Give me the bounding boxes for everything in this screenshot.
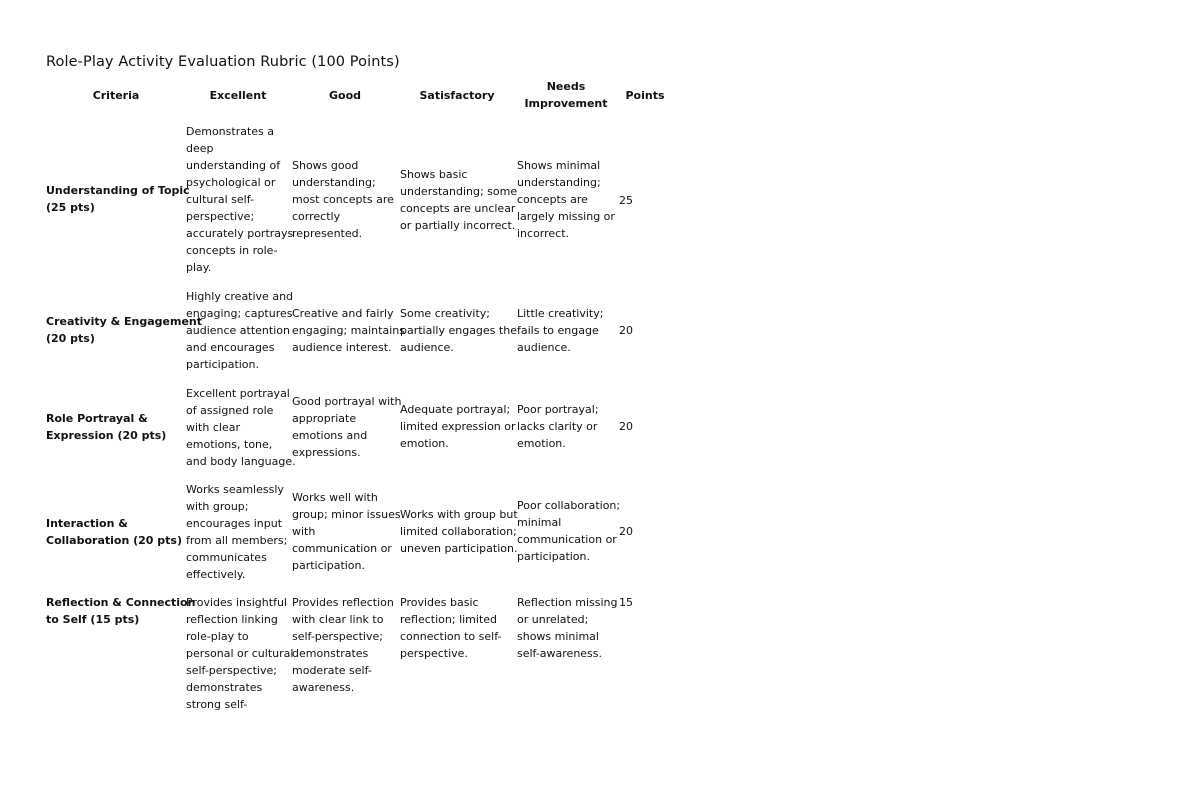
row-4-satisfactory: Works with group but limited collaboration; uneven participation.	[400, 508, 518, 555]
row-2-satisfactory: Some creativity; partially engages the audience.	[400, 307, 517, 354]
row-5-criteria: Reflection & Connection to Self (15 pts)	[46, 596, 196, 626]
row-5-needs-improvement: Reflection missing or unrelated; shows minimal self-awareness.	[517, 596, 618, 660]
row-1-needs-improvement: Shows minimal understanding; concepts are largely missing or incorrect.	[517, 159, 615, 240]
row-2-points: 20	[619, 324, 633, 337]
row-1-criteria: Understanding of Topic (25 pts)	[46, 184, 190, 214]
row-2-needs-improvement: Little creativity; fails to engage audience.	[517, 307, 604, 354]
row-3-points: 20	[619, 420, 633, 433]
row-2-good: Creative and fairly engaging; maintains audience interest.	[292, 307, 405, 354]
row-2-criteria: Creativity & Engagement (20 pts)	[46, 315, 203, 345]
row-3-criteria: Role Portrayal & Expression (20 pts)	[46, 412, 167, 442]
header-good: Good	[328, 89, 362, 102]
row-3-satisfactory: Adequate portrayal; limited expression or emotion.	[400, 403, 516, 450]
page-title: Role-Play Activity Evaluation Rubric (100 Points)	[46, 54, 400, 70]
row-3-good: Good portrayal with appropriate emotions and expressions.	[292, 395, 402, 459]
row-3-excellent: Excellent portrayal of assigned role with clear emotions, tone, and body language.	[186, 387, 296, 468]
header-points: Points	[625, 89, 665, 102]
row-4-needs-improvement: Poor collaboration; minimal communication or participation.	[517, 499, 621, 563]
row-5-good: Provides reflection with clear link to self-perspective; demonstrates moderate self- awareness.	[292, 596, 394, 694]
row-4-criteria: Interaction & Collaboration (20 pts)	[46, 517, 182, 547]
header-satisfactory: Satisfactory	[419, 89, 495, 102]
row-1-excellent: Demonstrates a deep understanding of psychological or cultural self- perspective; accurately portrays concepts in role- play.	[186, 125, 294, 274]
row-1-satisfactory: Shows basic understanding; some concepts are unclear or partially incorrect.	[400, 168, 518, 232]
row-5-satisfactory: Provides basic reflection; limited connection to self- perspective.	[400, 596, 502, 660]
row-4-good: Works well with group; minor issues with communication or participation.	[292, 491, 401, 572]
row-5-excellent: Provides insightful reflection linking role-play to personal or cultural self-perspective; demonstrates strong self-	[186, 596, 294, 711]
row-1-good: Shows good understanding; most concepts are correctly represented.	[292, 159, 394, 240]
row-4-excellent: Works seamlessly with group; encourages input from all members; communicates effectively.	[186, 483, 288, 581]
row-2-excellent: Highly creative and engaging; captures audience attention and encourages participation.	[186, 290, 294, 371]
row-5-points: 15	[619, 596, 633, 609]
header-criteria: Criteria	[92, 89, 140, 102]
row-4-points: 20	[619, 525, 633, 538]
row-1-points: 25	[619, 194, 633, 207]
header-needs-improvement: Needs Improvement	[524, 80, 608, 110]
row-3-needs-improvement: Poor portrayal; lacks clarity or emotion.	[517, 403, 599, 450]
header-excellent: Excellent	[209, 89, 267, 102]
